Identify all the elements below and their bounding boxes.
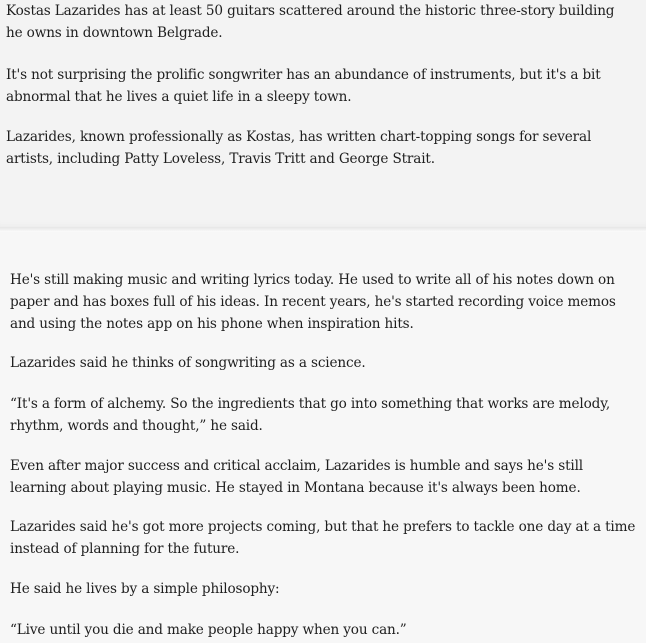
article-paragraph-7: Even after major success and critical acclaim, Lazarides is humble and says he's still learning about playing music. He stayed in Montana because it's always been home.: [10, 458, 583, 496]
article-paragraph-3: Lazarides, known professionally as Kostas, has written chart-topping songs for several artists, including Patty Loveless, Travis Tritt and George Strait.: [6, 129, 592, 167]
article-paragraph-8: Lazarides said he's got more projects coming, but that he prefers to tackle one day at a time instead of planning for the future.: [10, 519, 636, 557]
article-paragraph-6: “It's a form of alchemy. So the ingredients that go into something that works are melody, rhythm, words and thought,” he said.: [10, 396, 611, 434]
article-paragraph-4: He's still making music and writing lyrics today. He used to write all of his notes down on paper and has boxes full of his ideas. In recent years, he's started recording voice memos and using the notes app on his phone when inspiration hits.: [10, 272, 616, 332]
article-paragraph-5: Lazarides said he thinks of songwriting as a science.: [10, 355, 366, 371]
article-paragraph-9: He said he lives by a simple philosophy:: [10, 581, 280, 597]
article-paragraph-2: It's not surprising the prolific songwriter has an abundance of instruments, but it's a bit abnormal that he lives a quiet life in a sleepy town.: [6, 67, 601, 105]
article-paragraph-10: “Live until you die and make people happy when you can.”: [10, 622, 407, 638]
article-paragraph-1: Kostas Lazarides has at least 50 guitars scattered around the historic three-story building he owns in downtown Belgrade.: [6, 3, 615, 41]
